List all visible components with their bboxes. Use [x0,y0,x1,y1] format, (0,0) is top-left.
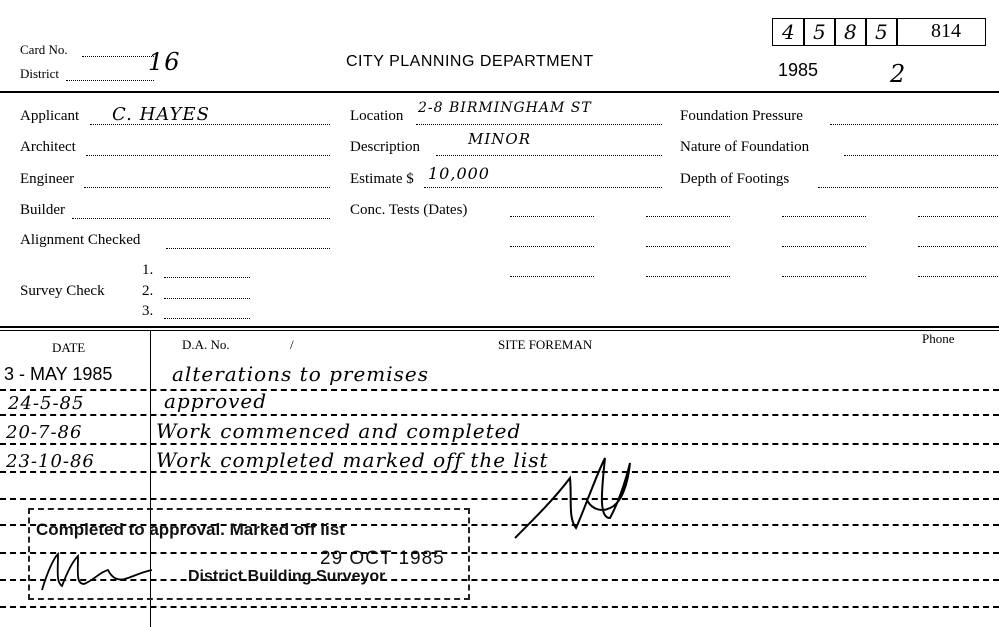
estimate-value: 10,000 [428,164,490,183]
alignment-line [166,248,330,249]
year-suffix: 2 [890,60,907,88]
header-divider [0,91,999,93]
conc-tests-label: Conc. Tests (Dates) [350,202,468,218]
approval-stamp [28,508,470,600]
conc-line-1c [782,216,866,217]
box-cell-3: 8 [834,18,867,46]
nature-foundation-label: Nature of Foundation [680,139,810,155]
foundation-pressure-label: Foundation Pressure [680,108,803,124]
box-number-cell: 814 [896,18,986,46]
estimate-label: Estimate $ [350,171,414,187]
stamp-signature [38,550,158,594]
entry-text: alterations to premises [172,362,430,386]
entry-date: 23-10-86 [6,451,95,472]
conc-line-3c [782,276,866,277]
location-value: 2-8 BIRMINGHAM ST [418,100,592,116]
entry-date: 3 - MAY 1985 [4,364,113,384]
conc-line-2c [782,246,866,247]
location-line [416,124,662,125]
stamp-line-3: District Building Surveyor [188,568,386,585]
date-header: DATE [52,340,86,355]
da-no-mark: / [290,337,294,352]
survey-line-2 [164,298,250,299]
foundation-pressure-line [830,124,998,125]
district-line [66,80,154,81]
alignment-label: Alignment Checked [20,232,141,248]
district-label: District [20,66,59,81]
table-rule-3 [0,443,999,445]
conc-line-1d [918,216,998,217]
conc-line-3d [918,276,998,277]
survey-line-3 [164,318,250,319]
table-rule-1 [0,389,999,391]
conc-line-1a [510,216,594,217]
builder-line [72,218,330,219]
survey-num-1: 1. [142,262,154,278]
description-value: MINOR [468,130,532,148]
location-label: Location [350,108,404,124]
year: 1985 [778,60,819,80]
card-no-line [82,56,154,57]
stamp-date: 29 OCT 1985 [320,548,445,569]
survey-num-2: 2. [142,283,154,299]
description-line [436,155,662,156]
phone-header: Phone [922,331,955,346]
applicant-value: C. HAYES [112,104,210,125]
entry-date: 24-5-85 [8,393,85,414]
conc-line-1b [646,216,730,217]
stamp-line-1: Completed to approval. Marked off list [36,520,345,539]
conc-line-3b [646,276,730,277]
entry-text: approved [164,389,268,413]
box-cell-4: 5 [865,18,898,46]
box-cell-2: 5 [803,18,836,46]
table-rule-2 [0,414,999,416]
card-no-value: 16 [148,48,181,76]
signature-scribble [510,448,640,548]
site-foreman-header: SITE FOREMAN [498,337,593,352]
entry-text: Work commenced and completed [156,419,522,443]
table-top-rule [0,326,999,328]
conc-line-2a [510,246,594,247]
conc-line-2d [918,246,998,247]
table-rule-9 [0,606,999,608]
conc-line-2b [646,246,730,247]
architect-label: Architect [20,139,76,155]
nature-foundation-line [844,155,998,156]
conc-line-3a [510,276,594,277]
da-no-header: D.A. No. [182,337,230,352]
survey-line-1 [164,277,250,278]
engineer-line [84,187,330,188]
applicant-label: Applicant [20,108,80,124]
engineer-label: Engineer [20,171,75,187]
survey-num-3: 3. [142,303,154,319]
builder-label: Builder [20,202,65,218]
estimate-line [424,187,662,188]
entry-date: 20-7-86 [6,422,83,443]
depth-footings-line [818,187,998,188]
box-cell-1: 4 [772,18,805,46]
description-label: Description [350,139,420,155]
survey-label: Survey Check [20,283,105,299]
architect-line [86,155,330,156]
depth-footings-label: Depth of Footings [680,171,790,187]
card-no-label: Card No. [20,42,68,57]
table-rule-5 [0,498,999,500]
page-title: CITY PLANNING DEPARTMENT [346,53,594,70]
entry-text: Work completed marked off the list [156,448,549,472]
